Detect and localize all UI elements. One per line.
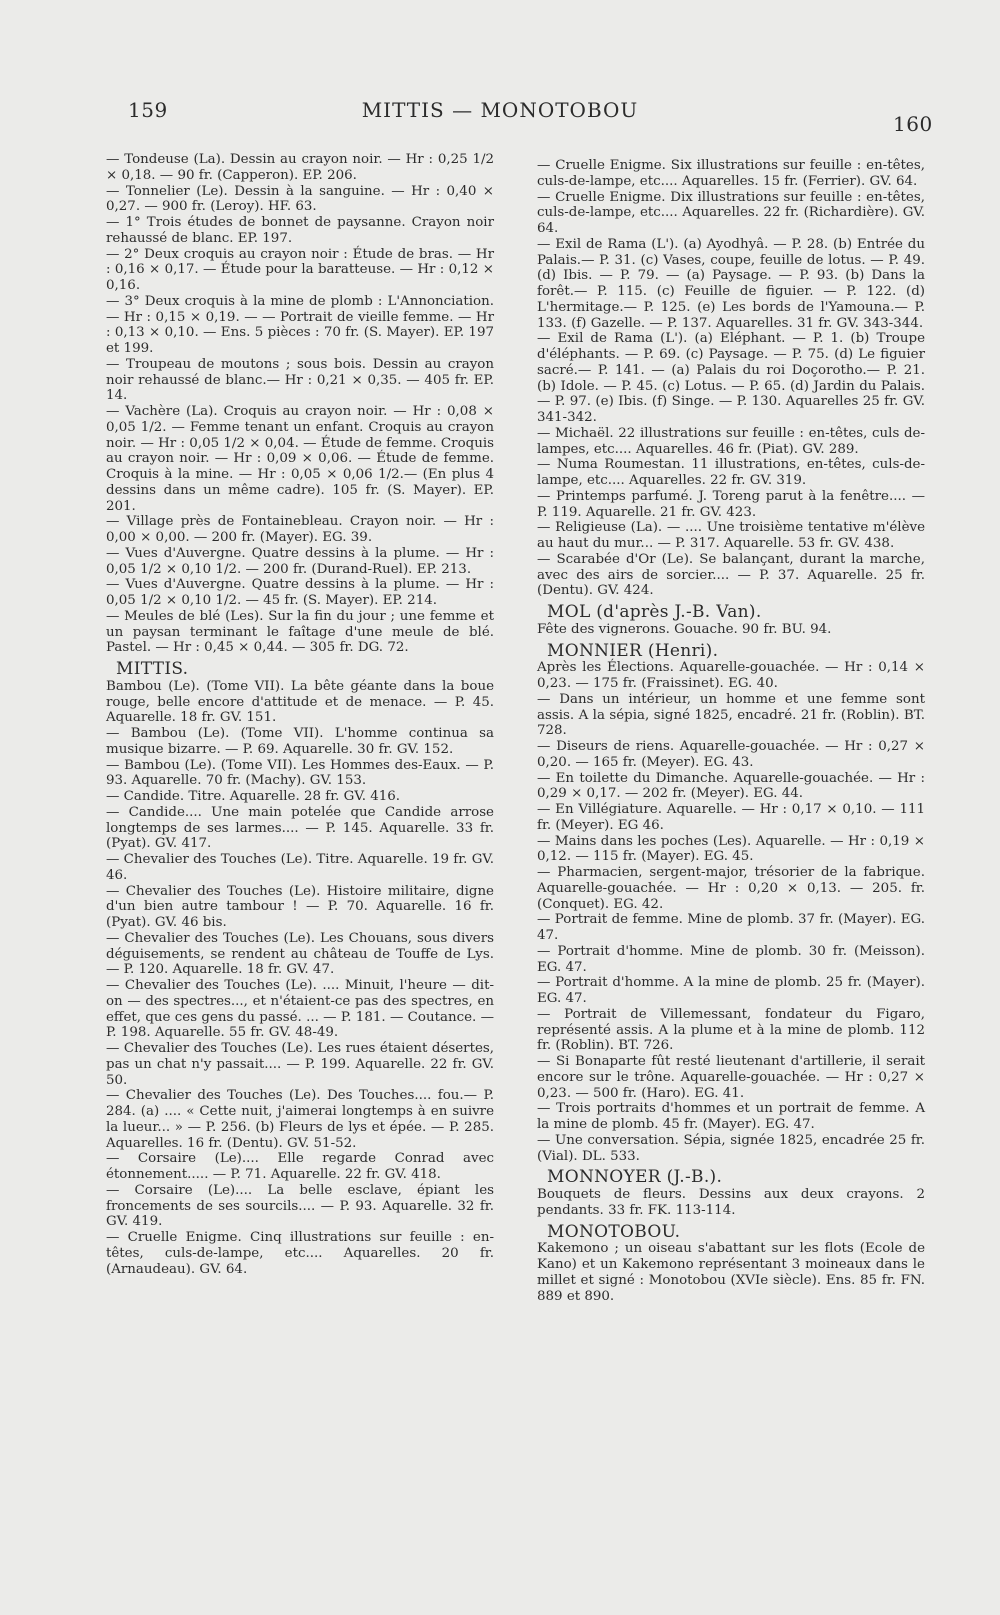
catalogue-entry: Fête des vignerons. Gouache. 90 fr. BU. 94.: [537, 621, 832, 637]
artist-heading: MOL (d'après J.-B. Van).: [547, 602, 762, 622]
catalogue-entry: — Chevalier des Touches (Le). Titre. Aquarelle. 19 fr. GV. 46.: [106, 852, 494, 883]
catalogue-entry: — Bambou (Le). (Tome VII). Les Hommes des-Eaux. — P. 93. Aquarelle. 70 fr. (Machy). GV. 153.: [106, 757, 494, 789]
catalogue-entry: — Une conversation. Sépia, signée 1825, encadrée 25 fr. (Vial). DL. 533.: [537, 1132, 925, 1164]
catalogue-entry: — Vachère (La). Croquis au crayon noir. — Hr : 0,08 × 0,05 1/2. — Femme tenant un enfant. Croquis au crayon noir. — Hr : 0,05 1/2 × 0,04. — Étude de femme. Croquis au crayon noir. — Hr : 0,09 × 0,06. — Étude de femme. Croquis à la mine. — Hr : 0,05 × 0,06 1/2.— (En plus 4 dessins dans un même cadre). 105 fr. (S. Mayer). EP. 201.: [106, 404, 494, 514]
catalogue-entry: — Numa Roumestan. 11 illustrations, en-têtes, culs-de-lampe, etc.... Aquarelles. 22 fr. GV. 319.: [537, 457, 925, 488]
catalogue-entry: — Cruelle Enigme. Cinq illustrations sur feuille : en-têtes, culs-de-lampe, etc.... Aquarelles. 20 fr. (Arnaudeau). GV. 64.: [106, 1230, 494, 1277]
running-title: MITTIS — MONOTOBOU: [361, 98, 639, 122]
catalogue-entry: — Chevalier des Touches (Le). .... Minuit, l'heure — dit-on — des spectres..., et n'étaient-ce pas des spectres, en effet, que ces gens du passé. ... — P. 181. — Coutance. — P. 198. Aquarelle. 55 fr. GV. 48-49.: [106, 978, 494, 1041]
catalogue-entry: — Chevalier des Touches (Le). Les Chouans, sous divers déguisements, se rendent au château de Touffe de Lys. — P. 120. Aquarelle. 18 fr. GV. 47.: [106, 930, 494, 978]
catalogue-entry: Bouquets de fleurs. Dessins aux deux crayons. 2 pendants. 33 fr. FK. 113-114.: [537, 1187, 925, 1218]
catalogue-entry: — Corsaire (Le).... Elle regarde Conrad avec étonnement..... — P. 71. Aquarelle. 22 fr. GV. 418.: [106, 1151, 494, 1182]
catalogue-entry: — Tondeuse (La). Dessin au crayon noir. — Hr : 0,25 1/2 × 0,18. — 90 fr. (Capperon). EP. 206.: [106, 152, 494, 183]
catalogue-entry: — Candide.... Une main potelée que Candide arrose longtemps de ses larmes.... — P. 145. Aquarelle. 33 fr. (Pyat). GV. 417.: [106, 804, 494, 852]
catalogue-entry: — Vues d'Auvergne. Quatre dessins à la plume. — Hr : 0,05 1/2 × 0,10 1/2. — 200 fr. (Durand-Ruel). EP. 213.: [106, 545, 494, 577]
catalogue-entry: — Portrait de femme. Mine de plomb. 37 fr. (Mayer). EG. 47.: [537, 912, 925, 943]
catalogue-entry: — Portrait de Villemessant, fondateur du Figaro, représenté assis. A la plume et à la mine de plomb. 112 fr. (Roblin). BT. 726.: [537, 1006, 925, 1054]
catalogue-entry: — 3° Deux croquis à la mine de plomb : L'Annonciation. — Hr : 0,15 × 0,19. — — Portrait de vieille femme. — Hr : 0,13 × 0,10. — Ens. 5 pièces : 70 fr. (S. Mayer). EP. 197 et 199.: [106, 293, 494, 356]
catalogue-entry: — Meules de blé (Les). Sur la fin du jour ; une femme et un paysan terminant le faîtage d'une meule de blé. Pastel. — Hr : 0,45 × 0,44. — 305 fr. DG. 72.: [106, 608, 494, 656]
catalogue-entry: — Exil de Rama (L'). (a) Eléphant. — P. 1. (b) Troupe d'éléphants. — P. 69. (c) Paysage. — P. 75. (d) Le figuier sacré.— P. 141. — (a) Palais du roi Doçorotho.— P. 21. (b) Idole. — P. 45. (c) Lotus. — P. 65. (d) Jardin du Palais.— P. 97. (e) Ibis. (f) Singe. — P. 130. Aquarelles 25 fr. GV. 341-342.: [537, 331, 925, 425]
catalogue-entry: — Exil de Rama (L'). (a) Ayodhyâ. — P. 28. (b) Entrée du Palais.— P. 31. (c) Vases, coupe, feuille de lotus. — P. 49. (d) Ibis. — P. 79. — (a) Paysage. — P. 93. (b) Dans la forêt.— P. 115. (c) Feuille de figuier. — P. 122. (d) L'hermitage.— P. 125. (e) Les bords de l'Yamouna.— P. 133. (f) Gazelle. — P. 137. Aquarelles. 31 fr. GV. 343-344.: [537, 236, 925, 331]
catalogue-entry: — Religieuse (La). — .... Une troisième tentative m'élève au haut du mur... — P. 317. Aquarelle. 53 fr. GV. 438.: [537, 520, 925, 551]
catalogue-entry: — Bambou (Le). (Tome VII). L'homme continua sa musique bizarre. — P. 69. Aquarelle. 30 fr. GV. 152.: [106, 726, 494, 757]
catalogue-entry: Après les Élections. Aquarelle-gouachée. — Hr : 0,14 × 0,23. — 175 fr. (Fraissinet). EG. 40.: [537, 660, 925, 691]
catalogue-entry: — Chevalier des Touches (Le). Des Touches.... fou.— P. 284. (a) .... « Cette nuit, j'aimerai longtemps à en suivre la lueur... » — P. 256. (b) Fleurs de lys et épée. — P. 285. Aquarelles. 16 fr. (Dentu). GV. 51-52.: [106, 1088, 494, 1151]
page-number-right: 160: [893, 112, 933, 136]
artist-heading: MITTIS.: [116, 659, 189, 679]
catalogue-entry: — Village près de Fontainebleau. Crayon noir. — Hr : 0,00 × 0,00. — 200 fr. (Mayer). EG. 39.: [106, 514, 494, 545]
right-column: [537, 158, 925, 1304]
artist-heading: MONNIER (Henri).: [547, 640, 719, 661]
catalogue-entry: — Printemps parfumé. J. Toreng parut à la fenêtre.... — P. 119. Aquarelle. 21 fr. GV. 423.: [537, 488, 925, 520]
catalogue-entry: — Pharmacien, sergent-major, trésorier de la fabrique. Aquarelle-gouachée. — Hr : 0,20 × 0,13. — 205. fr. (Conquet). EG. 42.: [537, 865, 925, 912]
catalogue-entry: — Diseurs de riens. Aquarelle-gouachée. — Hr : 0,27 × 0,20. — 165 fr. (Meyer). EG. 43.: [537, 739, 925, 770]
catalogue-entry: — Chevalier des Touches (Le). Histoire militaire, digne d'un bien autre tambour ! — P. 70. Aquarelle. 16 fr. (Pyat). GV. 46 bis.: [106, 883, 494, 930]
artist-heading: MONNOYER (J.-B.).: [547, 1167, 723, 1188]
catalogue-entry: — Cruelle Enigme. Dix illustrations sur feuille : en-têtes, culs-de-lampe, etc.... Aquarelles. 22 fr. (Richardière). GV. 64.: [537, 189, 925, 236]
catalogue-entry: — Portrait d'homme. Mine de plomb. 30 fr. (Meisson). EG. 47.: [537, 943, 925, 975]
left-column: [106, 152, 494, 1277]
catalogue-entry: — Tonnelier (Le). Dessin à la sanguine. — Hr : 0,40 × 0,27. — 900 fr. (Leroy). HF. 63.: [106, 183, 494, 215]
page-number-left: 159: [128, 98, 168, 122]
catalogue-entry: — Mains dans les poches (Les). Aquarelle. — Hr : 0,19 × 0,12. — 115 fr. (Mayer). EG. 45.: [537, 833, 925, 865]
catalogue-entry: — Vues d'Auvergne. Quatre dessins à la plume. — Hr : 0,05 1/2 × 0,10 1/2. — 45 fr. (S. Mayer). EP. 214.: [106, 577, 494, 608]
catalogue-entry: — 1° Trois études de bonnet de paysanne. Crayon noir rehaussé de blanc. EP. 197.: [106, 215, 494, 246]
catalogue-entry: — Portrait d'homme. A la mine de plomb. 25 fr. (Mayer). EG. 47.: [537, 975, 925, 1006]
catalogue-entry: — En Villégiature. Aquarelle. — Hr : 0,17 × 0,10. — 111 fr. (Meyer). EG 46.: [537, 802, 925, 833]
catalogue-entry: — 2° Deux croquis au crayon noir : Étude de bras. — Hr : 0,16 × 0,17. — Étude pour la baratteuse. — Hr : 0,12 × 0,16.: [106, 246, 494, 293]
catalogue-entry: Kakemono ; un oiseau s'abattant sur les flots (Ecole de Kano) et un Kakemono représentant 3 moineaux dans le millet et signé : Monotobou (XVIe siècle). Ens. 85 fr. FN. 889 et 890.: [537, 1241, 925, 1304]
catalogue-entry: — Dans un intérieur, un homme et une femme sont assis. A la sépia, signé 1825, encadré. 21 fr. (Roblin). BT. 728.: [537, 691, 925, 739]
catalogue-entry: — Scarabée d'Or (Le). Se balançant, durant la marche, avec des airs de sorcier.... — P. 37. Aquarelle. 25 fr. (Dentu). GV. 424.: [537, 551, 925, 599]
catalogue-entry: — Candide. Titre. Aquarelle. 28 fr. GV. 416.: [106, 789, 401, 804]
catalogue-entry: — Si Bonaparte fût resté lieutenant d'artillerie, il serait encore sur le trône. Aquarelle-gouachée. — Hr : 0,27 × 0,23. — 500 fr. (Haro). EG. 41.: [537, 1054, 925, 1101]
artist-heading: MONOTOBOU.: [547, 1221, 681, 1242]
catalogue-entry: — Chevalier des Touches (Le). Les rues étaient désertes, pas un chat n'y passait.... — P. 199. Aquarelle. 22 fr. GV. 50.: [106, 1041, 494, 1088]
catalogue-entry: — Michaël. 22 illustrations sur feuille : en-têtes, culs de-lampes, etc.... Aquarelles. 46 fr. (Piat). GV. 289.: [537, 425, 925, 457]
catalogue-entry: Bambou (Le). (Tome VII). La bête géante dans la boue rouge, belle encore d'attitude et de menace. — P. 45. Aquarelle. 18 fr. GV. 151.: [106, 678, 494, 726]
catalogue-entry: — Cruelle Enigme. Six illustrations sur feuille : en-têtes, culs-de-lampe, etc.... Aquarelles. 15 fr. (Ferrier). GV. 64.: [537, 158, 925, 189]
catalogue-entry: — Corsaire (Le).... La belle esclave, épiant les froncements de ses sourcils.... — P. 93. Aquarelle. 32 fr. GV. 419.: [106, 1182, 494, 1230]
catalogue-entry: — Trois portraits d'hommes et un portrait de femme. A la mine de plomb. 45 fr. (Mayer). EG. 47.: [537, 1101, 925, 1132]
catalogue-entry: — Troupeau de moutons ; sous bois. Dessin au crayon noir rehaussé de blanc.— Hr : 0,21 × 0,35. — 405 fr. EP. 14.: [106, 356, 494, 404]
catalogue-entry: — En toilette du Dimanche. Aquarelle-gouachée. — Hr : 0,29 × 0,17. — 202 fr. (Meyer). EG. 44.: [537, 770, 925, 802]
